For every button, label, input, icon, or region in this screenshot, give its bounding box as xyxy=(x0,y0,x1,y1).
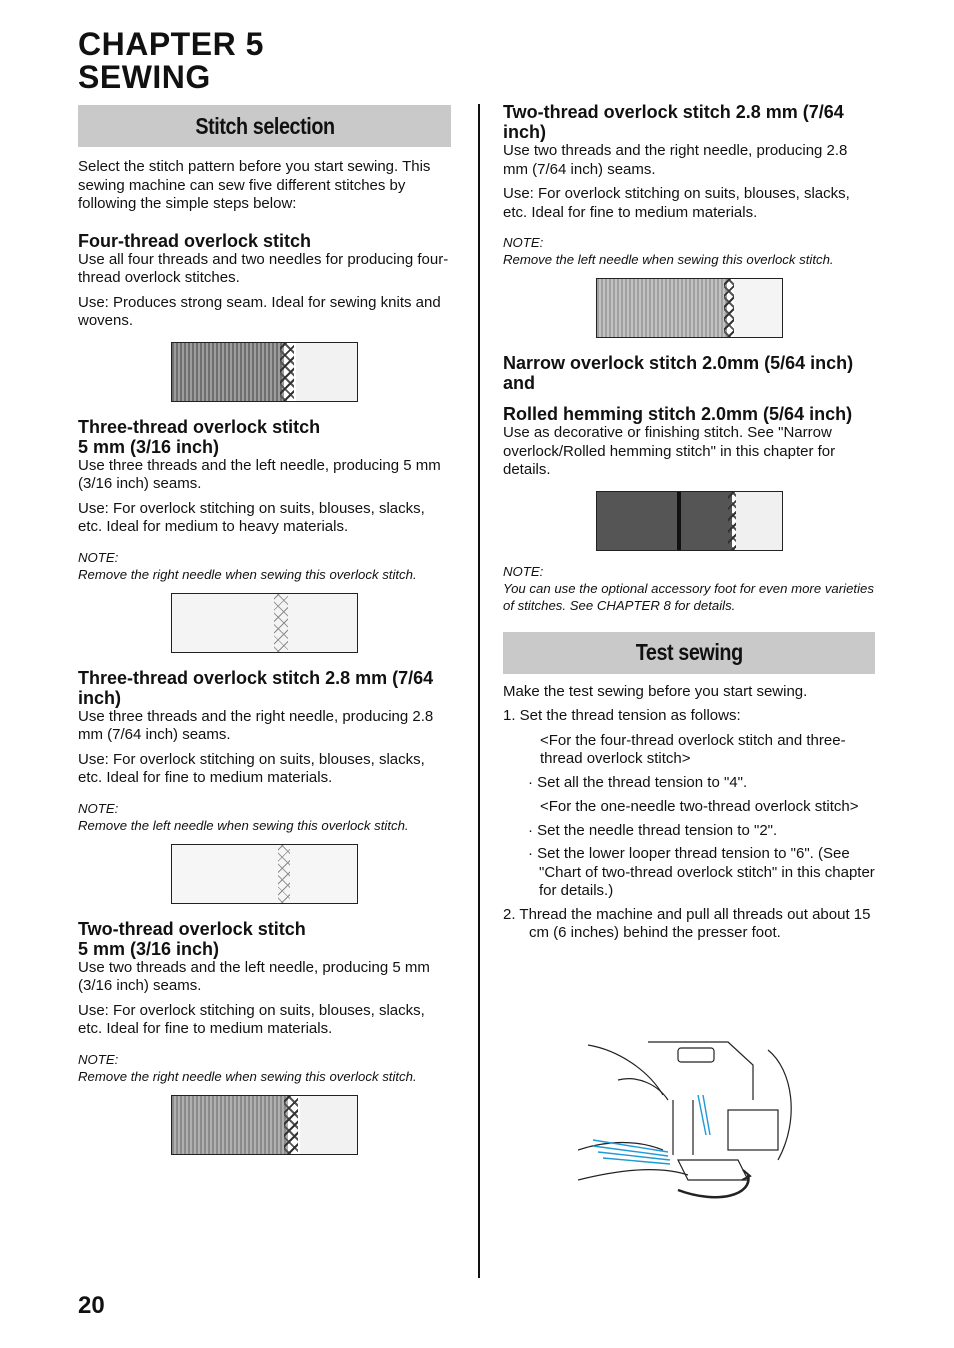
step-1-b-item-1: · Set the needle thread tension to "2". xyxy=(528,821,778,839)
fabric-swatch xyxy=(172,343,284,401)
narrow-rolled-stitch-sample xyxy=(596,491,783,551)
note-label: NOTE: xyxy=(503,235,544,250)
note-text: Remove the right needle when sewing this overlock stitch. xyxy=(78,1068,417,1084)
four-thread-stitch-sample xyxy=(171,342,358,402)
two-thread-2-8mm-stitch-sample xyxy=(596,278,783,338)
three-thread-2-8mm-note xyxy=(78,800,451,834)
chapter-number: CHAPTER 5 xyxy=(78,26,264,62)
machine-side xyxy=(768,1050,791,1160)
three-thread-2-8mm-stitch-sample xyxy=(171,844,358,904)
three-thread-5mm-stitch-sample xyxy=(171,593,358,653)
accessory-foot-note xyxy=(503,563,875,614)
hand-outline xyxy=(618,1079,668,1100)
note-text: Remove the left needle when sewing this overlock stitch. xyxy=(503,252,834,267)
overlock-seam xyxy=(274,594,288,652)
narrow-rolled-desc: Use as decorative or finishing stitch. See "Narrow overlock/Rolled hemming stitch" in this chapter for details. xyxy=(503,424,836,478)
step-1-group-b: <For the one-needle two-thread overlock stitch> xyxy=(540,798,859,815)
test-steps xyxy=(503,707,875,943)
rolled-hem-line xyxy=(677,492,681,550)
fabric-edge xyxy=(296,343,357,401)
narrow-overlock-title: Narrow overlock stitch 2.0mm (5/64 inch) and xyxy=(503,353,854,393)
machine-body xyxy=(648,1042,753,1100)
note-text: Remove the left needle when sewing this overlock stitch. xyxy=(78,817,409,833)
fabric-edge xyxy=(736,492,782,550)
overlock-seam xyxy=(284,1096,298,1154)
two-thread-5mm-title-1: Two-thread overlock stitch xyxy=(78,918,306,939)
dial-window xyxy=(678,1048,714,1062)
rolled-hemming-title: Rolled hemming stitch 2.0mm (5/64 inch) xyxy=(503,404,853,424)
two-thread-2-8mm-title: Two-thread overlock stitch 2.8 mm (7/64 inch) xyxy=(503,102,844,142)
three-thread-5mm-note xyxy=(78,549,451,583)
note-label: NOTE: xyxy=(78,800,119,816)
direction-arrow xyxy=(678,1175,748,1197)
two-thread-5mm-note xyxy=(78,1051,451,1085)
overlock-seam xyxy=(278,845,290,903)
finger-outline xyxy=(578,1170,688,1180)
fabric-swatch xyxy=(172,845,357,903)
right-column xyxy=(503,102,875,943)
three-thread-2-8mm-desc: Use three threads and the right needle, producing 2.8 mm (7/64 inch) seams. xyxy=(78,707,434,743)
overlock-seam xyxy=(728,492,736,550)
step-1-b-item-2: · Set the lower looper thread tension to "6". (See "Chart of two-thread overlock stitch" in this chapter for details.) xyxy=(528,845,875,899)
step-1-a-item-1: · Set all the thread tension to "4". xyxy=(528,773,748,791)
fabric-swatch xyxy=(172,1096,288,1154)
fabric-swatch xyxy=(172,594,357,652)
presser-foot xyxy=(678,1160,748,1180)
four-thread-use: Use: Produces strong seam. Ideal for sewing knits and wovens. xyxy=(78,293,441,329)
looper-cover xyxy=(728,1110,778,1150)
section-bar-stitch-selection xyxy=(78,105,451,147)
machine-outline xyxy=(588,1045,663,1095)
section-title-stitch-selection: Stitch selection xyxy=(194,112,335,139)
two-thread-2-8mm-desc: Use two threads and the right needle, producing 2.8 mm (7/64 inch) seams. xyxy=(503,142,848,178)
section-bar-test-sewing xyxy=(503,632,875,674)
step-1-group-a: <For the four-thread overlock stitch and three-thread overlock stitch> xyxy=(540,731,846,767)
two-thread-5mm-stitch-sample xyxy=(171,1095,358,1155)
three-thread-5mm-title-1: Three-thread overlock stitch xyxy=(78,416,321,437)
note-text: Remove the right needle when sewing this overlock stitch. xyxy=(78,566,417,582)
note-text: You can use the optional accessory foot for even more varieties of stitches. See CHAPTER 8 for details. xyxy=(503,580,874,613)
step-2: 2. Thread the machine and pull all threads out about 15 cm (6 inches) behind the presser foot. xyxy=(503,905,871,941)
four-thread-desc: Use all four threads and two needles for producing four-thread overlock stitches. xyxy=(78,250,449,286)
two-thread-5mm-use: Use: For overlock stitching on suits, blouses, slacks, etc. Ideal for fine to medium materials. xyxy=(78,1001,425,1037)
three-thread-5mm-use: Use: For overlock stitching on suits, blouses, slacks, etc. Ideal for medium to heavy materials. xyxy=(78,499,425,535)
needle-bar xyxy=(673,1100,693,1155)
fabric-edge xyxy=(734,279,782,337)
fabric-edge xyxy=(300,1096,357,1154)
three-thread-5mm-desc: Use three threads and the left needle, producing 5 mm (3/16 inch) seams. xyxy=(78,456,441,492)
presser-foot-illustration xyxy=(578,1040,800,1210)
fabric-swatch xyxy=(597,279,727,337)
left-column xyxy=(78,105,451,1155)
intro-text: Select the stitch pattern before you start sewing. This sewing machine can sew five different stitches by following the simple steps below: xyxy=(78,158,431,212)
column-divider xyxy=(478,104,480,1278)
note-label: NOTE: xyxy=(78,549,119,565)
fabric-swatch xyxy=(597,492,732,550)
two-thread-2-8mm-use: Use: For overlock stitching on suits, blouses, slacks, etc. Ideal for fine to medium materials. xyxy=(503,185,850,221)
page-number: 20 xyxy=(78,1292,105,1319)
three-thread-5mm-title-2: 5 mm (3/16 inch) xyxy=(78,436,220,457)
chapter-heading xyxy=(78,28,264,94)
needle-thread-blue xyxy=(698,1095,710,1135)
three-thread-2-8mm-title: Three-thread overlock stitch 2.8 mm (7/64 inch) xyxy=(78,667,434,708)
two-thread-2-8mm-note xyxy=(503,234,875,268)
two-thread-5mm-title-2: 5 mm (3/16 inch) xyxy=(78,938,220,959)
chapter-title: SEWING xyxy=(78,59,211,95)
note-label: NOTE: xyxy=(503,563,544,579)
section-title-test-sewing: Test sewing xyxy=(635,639,743,665)
overlock-seam xyxy=(724,279,734,337)
three-thread-2-8mm-use: Use: For overlock stitching on suits, blouses, slacks, etc. Ideal for fine to medium materials. xyxy=(78,750,425,786)
step-1: 1. Set the thread tension as follows: xyxy=(503,707,741,724)
overlock-seam xyxy=(280,343,294,401)
test-intro: Make the test sewing before you start sewing. xyxy=(503,682,808,700)
note-label: NOTE: xyxy=(78,1051,119,1067)
four-thread-title: Four-thread overlock stitch xyxy=(78,230,312,251)
two-thread-5mm-desc: Use two threads and the left needle, producing 5 mm (3/16 inch) seams. xyxy=(78,958,430,994)
